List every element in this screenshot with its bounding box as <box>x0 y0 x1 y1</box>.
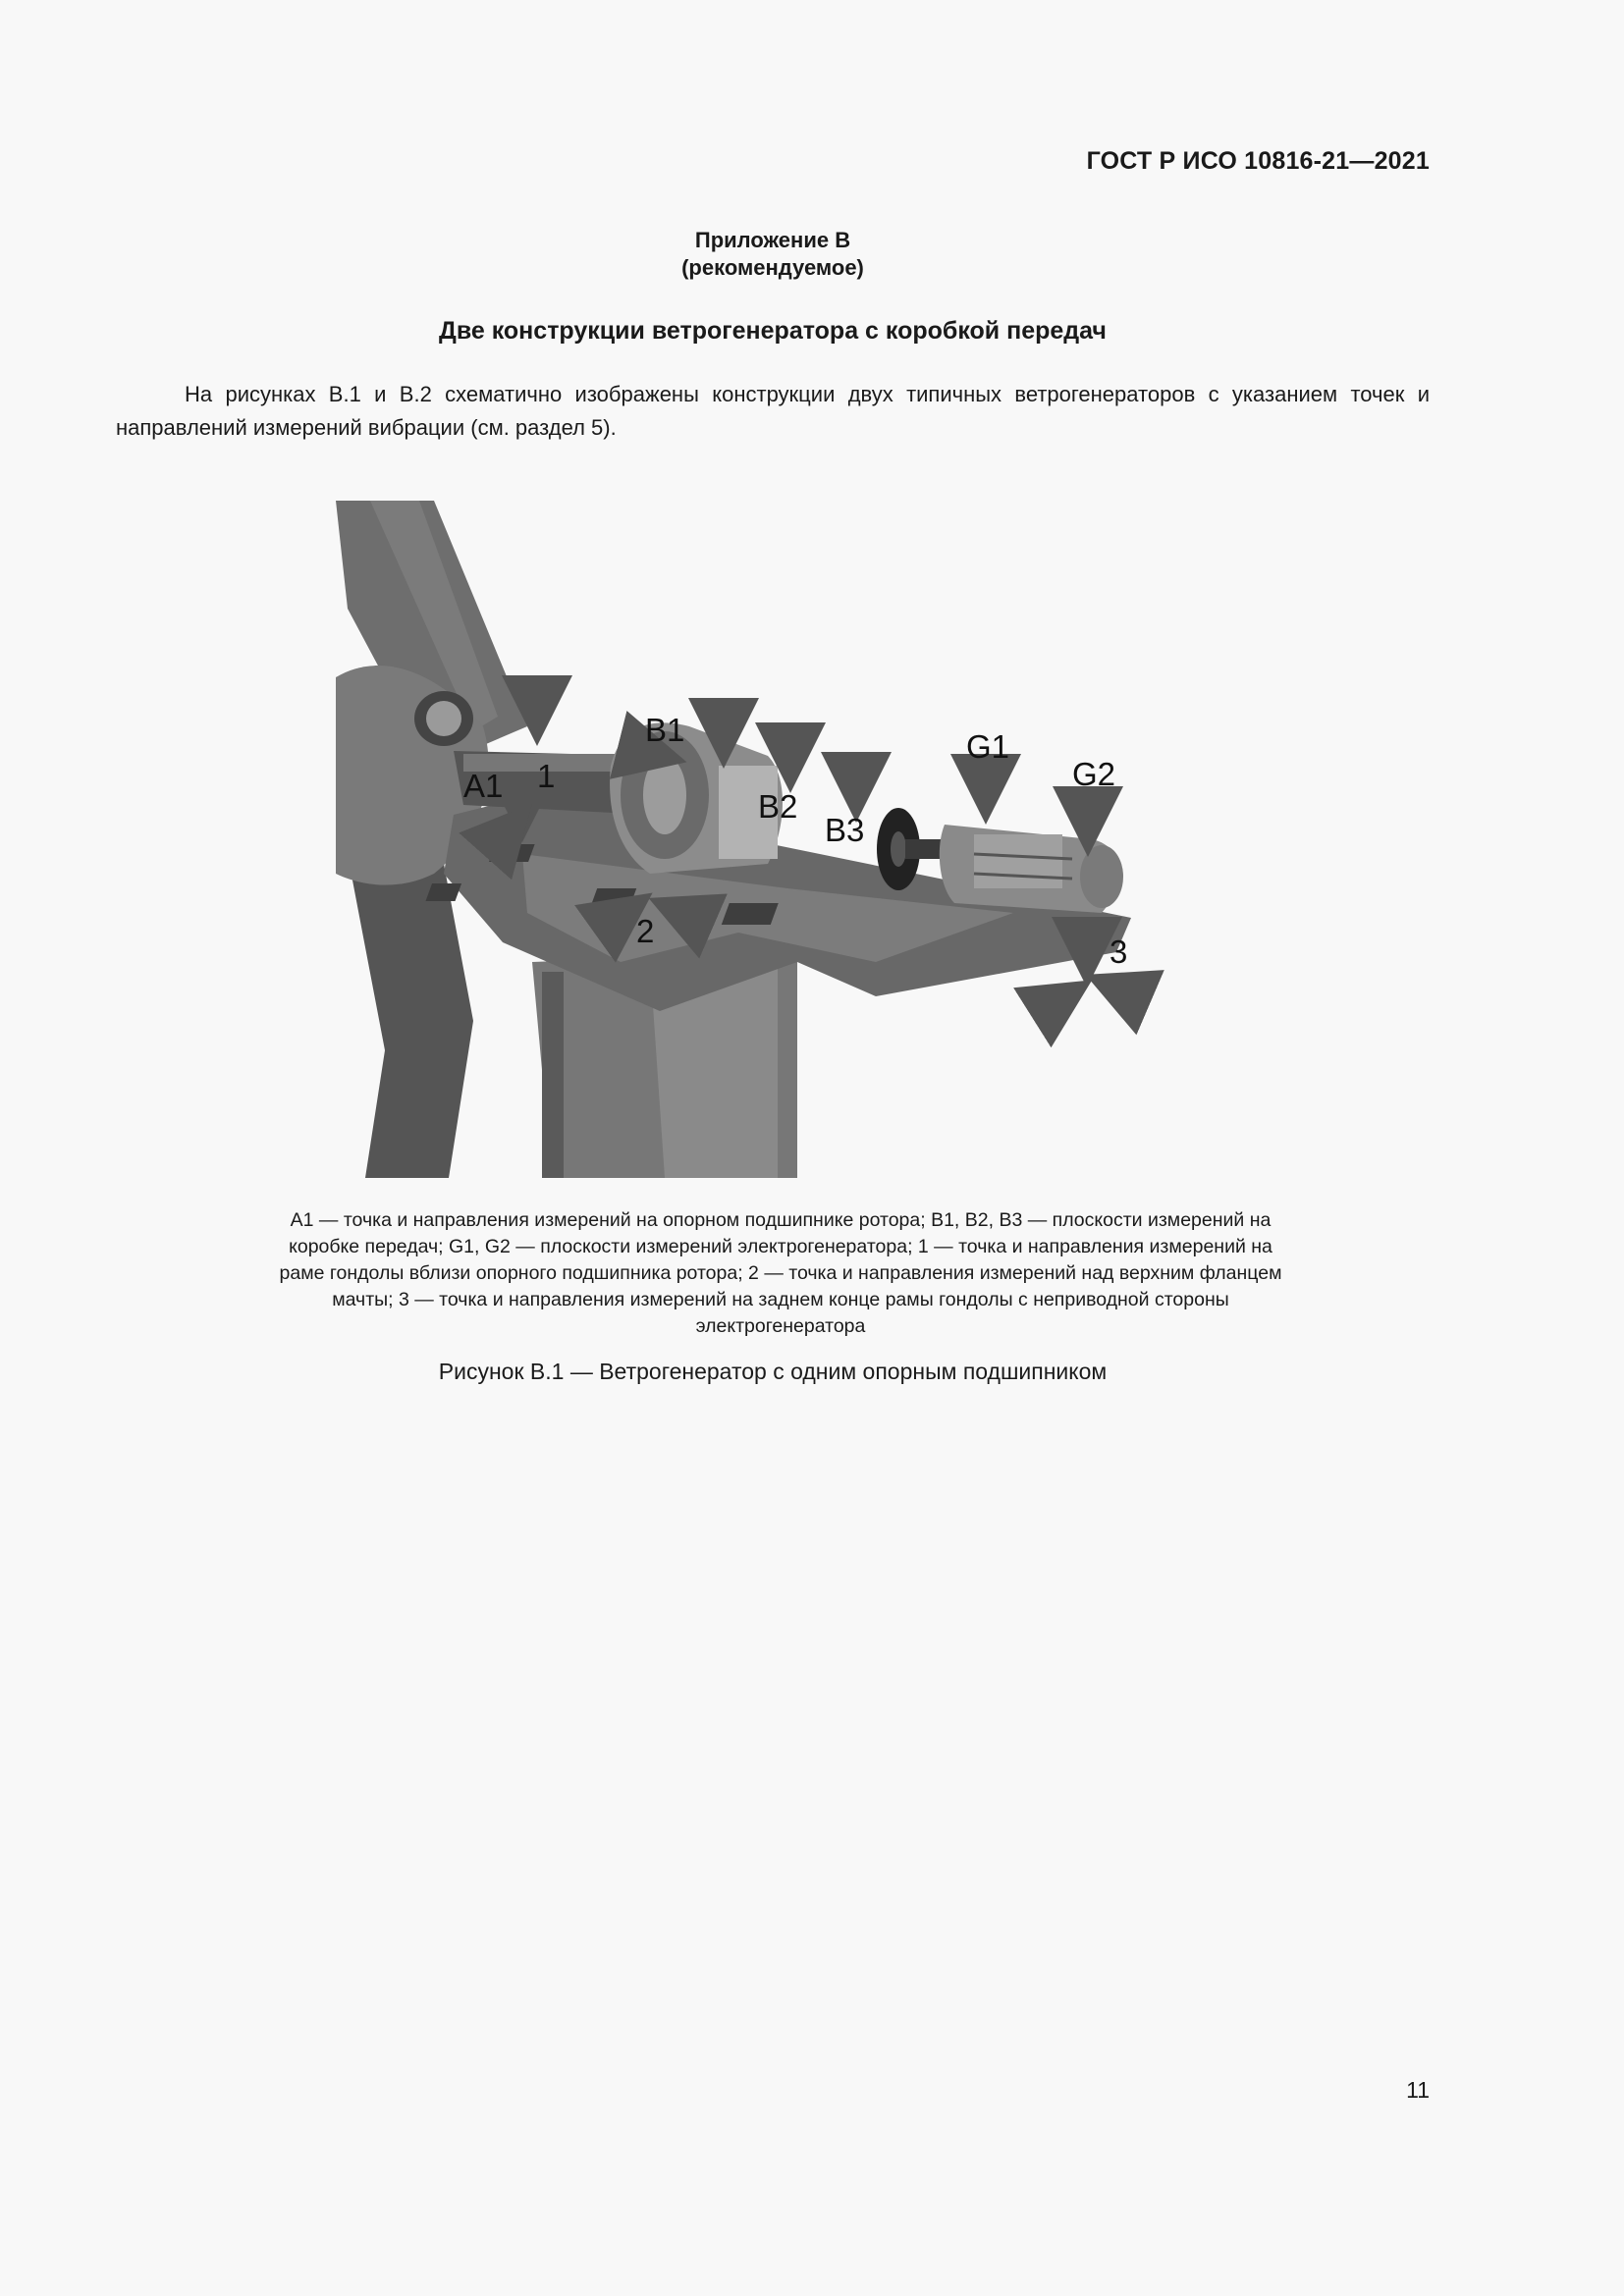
label-point-1: 1 <box>537 758 556 794</box>
figure-caption: Рисунок В.1 — Ветрогенератор с одним опорным подшипником <box>438 1359 1108 1384</box>
label-b3: B3 <box>825 812 865 848</box>
page-number: 11 <box>1406 2077 1430 2103</box>
section-title: Две конструкции ветрогенератора с коробкой передач <box>439 317 1107 345</box>
label-a1: A1 <box>463 768 504 804</box>
figure-legend: А1 — точка и направления измерений на опорном подшипнике ротора; В1, В2, В3 — плоскости измерений на коробке передач; G1, G2 — плоскости измерений электрогенератора; 1 — точка и направления измерений на раме гондолы вблизи опорного подшипника ротора; 2 — точка и направления измерений над верхним фланцем мачты; 3 — точка и направления измерений на заднем конце рамы гондолы с неприводной стороны электрогенератора <box>279 1209 1282 1337</box>
label-g1: G1 <box>966 728 1010 765</box>
label-point-2: 2 <box>636 913 655 949</box>
label-point-3: 3 <box>1110 934 1128 970</box>
appendix-subtitle: (рекомендуемое) <box>681 255 864 280</box>
intro-paragraph: На рисунках В.1 и В.2 схематично изображены конструкции двух типичных ветрогенераторов с указанием точек и направлений измерений вибрации (см. раздел 5). <box>116 382 1430 440</box>
wind-turbine-drawing <box>326 501 1219 1178</box>
label-b2: B2 <box>758 788 798 825</box>
standard-code: ГОСТ Р ИСО 10816-21—2021 <box>1086 147 1430 175</box>
appendix-title: Приложение В <box>694 228 851 252</box>
label-g2: G2 <box>1072 756 1116 792</box>
label-b1: B1 <box>645 712 685 748</box>
wind-turbine-figure <box>326 501 1219 1178</box>
appendix-heading <box>0 227 1545 282</box>
